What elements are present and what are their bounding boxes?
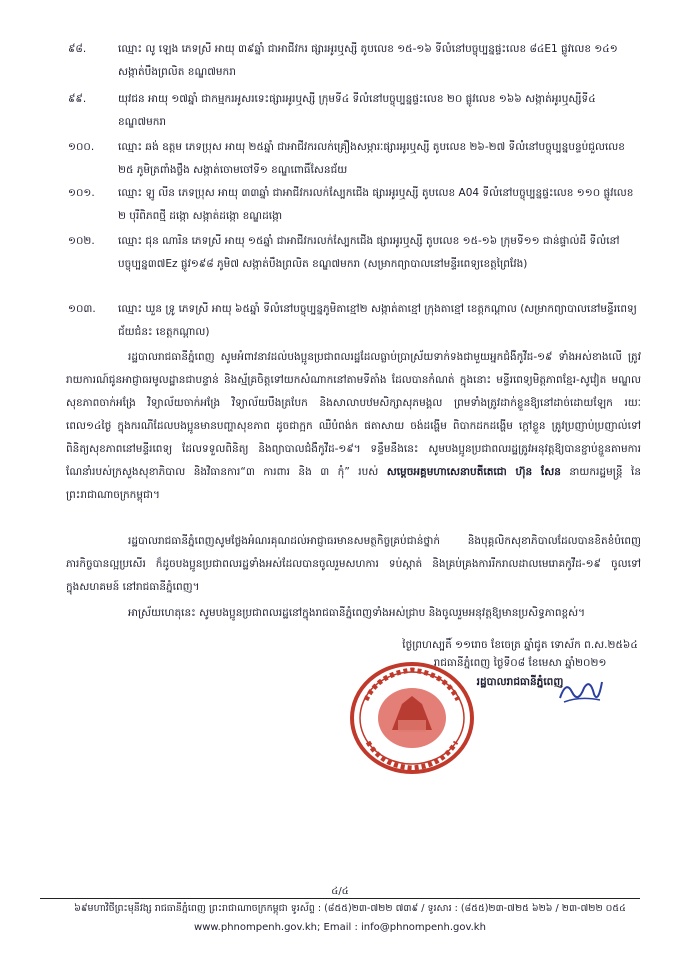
official-seal-icon <box>348 660 476 776</box>
list-item <box>68 298 638 344</box>
footer-divider <box>40 898 640 899</box>
signature-title: រដ្ឋបាលរាជធានីភ្នំពេញ <box>476 676 564 688</box>
entry-text: យុវជន អាយុ ១៧ឆ្នាំ ជាកម្មករអូសរទេះផ្សារអូរឬស្សី ក្រុមទី៤ ទីលំនៅបច្ចុប្បន្នផ្ទះលេខ ២០ ផ្លូវលេខ ១៦៦ សង្កាត់អូរឬស្សីទី៤ ខណ្ឌ៧មករា <box>118 93 596 128</box>
thanks-paragraph: រដ្ឋបាលរាជធានីភ្នំពេញសូមថ្លែងអំណរគុណដល់អាជ្ញាធរមានសមត្ថកិច្ចគ្រប់ជាន់ថ្នាក់ និងបុគ្គលិកសុខាភិបាលដែលបានខិតខំបំពេញភារកិច្ចបានល្អប្រសើរ ក៏ដូចបងប្អូនប្រជាពលរដ្ឋទាំងអស់ដែលបានចូលរួមសហការ ទប់ស្កាត់ និងគ្រប់គ្រងការរីករាលដាលមេរោគកូវីដ-១៩ ចូលទៅក្នុងសហគមន៍ នៅរាជធានីភ្នំពេញ។ <box>66 535 641 593</box>
date-solar: រាជធានីភ្នំពេញ ថ្ងៃទី០៨ ខែមេសា ឆ្នាំ២០២១ <box>433 657 607 669</box>
appeal-connector: របស់ <box>349 466 387 478</box>
entry-text: ឈ្មោះ ឆង់ ឧត្តម ភេទប្រុស អាយុ ២៥ឆ្នាំ ជាអាជីវករលក់គ្រឿងសម្ភារៈផ្សារអូរឬស្សី តូបលេខ ២៦-២៧ ទីលំនៅបច្ចុប្បន្នបន្ទប់ជួលលេខ ២៥ ភូមិត្រពាំងថ្លឹង សង្កាត់ចោមចៅទី១ ខណ្ឌពោធិ៍សែនជ័យ <box>118 141 625 176</box>
prime-minister-name: សម្តេចអគ្គមហាសេនាបតីតេជោ ហ៊ុន សែន <box>386 466 561 478</box>
entry-number: ១០១. <box>68 187 95 199</box>
entry-text: ឈ្មោះ ឡូ លីន ភេទប្រុស អាយុ ៣៣ឆ្នាំ ជាអាជីវករលក់ស្បែកជើង ផ្សារអូរឬស្សី តូបលេខ A04 ទីលំនៅបច្ចុប្បន្នផ្ទះលេខ ១១០ ផ្លូវលេខ ២ បុរីពិភពថ្មី ដង្កោ សង្កាត់ដង្កោ ខណ្ឌដង្កោ <box>118 187 634 222</box>
footer-contact <box>0 922 680 933</box>
appeal-text: រដ្ឋបាលរាជធានីភ្នំពេញ សូមអំពាវនាវដល់បងប្អូនប្រជាពលរដ្ឋដែលធ្លាប់ប្រាស្រ័យទាក់ទងជាមួយអ្នកជំងឺកូវីដ-១៩ ទាំងអស់ខាងលើ ត្រូវរាយការណ៍ជូនអាជ្ញាធរមូលដ្ឋានជាបន្ទាន់ និងស្ម័គ្រចិត្តទៅយកសំណាកនៅតាមទីតាំង ដែលបានកំណត់ ក្នុងនោះ មន្ទីរពេទ្យមិត្តភាពខ្មែរ-សូវៀត មណ្ឌលសុខភាពចាក់អង្រែ វិទ្យាល័យចាក់អង្រែ វិទ្យាល័យបឹងត្របែក និងសាលាបឋមសិក្សាសុភមង្គល ព្រមទាំងត្រូវដាក់ខ្លួនឱ្យនៅដាច់ដោយឡែក រយៈពេល១៤ថ្ងៃ ក្នុងករណីដែលបងប្អូនមានបញ្ហាសុខភាព ដូចជាក្អក ឈឺបំពង់ក ផតាសាយ ចង់ដង្ហើម ពិបាកដកដង្ហើម ក្តៅខ្លួន ត្រូវប្រញាប់ប្រញាល់ទៅពិនិត្យសុខភាពនៅមន្ទីរពេទ្យ ដែលទទួលពិនិត្យ និងព្យាបាលជំងឺកូវីដ-១៩។ ទន្ទឹមនឹងនេះ សូមបងប្អូនប្រជាពលរដ្ឋត្រូវអនុវត្តឱ្យបានខ្ជាប់ខ្ជួនតាមការណែនាំរបស់ក្រសួងសុខាភិបាល និងវិធានការ <box>66 351 641 478</box>
entry-number: ១០០. <box>68 141 95 153</box>
conclusion-paragraph: អាស្រ័យហេតុនេះ សូមបងប្អូនប្រជាពលរដ្ឋនៅក្នុងរាជធានីភ្នំពេញទាំងអស់ជ្រាប និងចូលរួមអនុវត្តឱ្យមានប្រសិទ្ធភាពខ្ពស់។ <box>128 607 586 619</box>
list-item <box>68 136 638 182</box>
email-link[interactable]: info@phnompenh.gov.kh <box>361 922 486 933</box>
entry-number: ៩៩. <box>68 93 87 105</box>
date-lunar: ថ្ងៃព្រហស្បតិ៍ ១១រោច ខែចេត្រ ឆ្នាំជូត ទោស័ក ព.ស.២៥៦៤ <box>402 639 638 651</box>
list-item <box>68 182 638 228</box>
entry-text: ឈ្មោះ ឃួន ទ្រូ ភេទស្រី អាយុ ៦៥ឆ្នាំ ទីលំនៅបច្ចុប្បន្នភូមិតាខ្មៅ២ សង្កាត់តាខ្មៅ ក្រុងតាខ្មៅ ខេត្តកណ្តាល (សម្រាកព្យាបាលនៅមន្ទីរពេទ្យជ័យជំនះ ខេត្តកណ្តាល) <box>118 303 637 338</box>
footer-address: ៦៩មហាវិថីព្រះមុនីវង្ស រាជធានីភ្នំពេញ ព្រះរាជាណាចក្រកម្ពុជា ទូរស័ព្ទ : (៨៥៥)២៣-៧២២ ៧៣៩ / ទូរសារ : (៨៥៥)២៣-៧២៥ ៦២៦ / ២៣-៧២២ ០៥៤ <box>74 903 626 914</box>
entry-text: ឈ្មោះ ជុន ណារិន ភេទស្រី អាយុ ១៥ឆ្នាំ ជាអាជីវករលក់ស្បែកជើង ផ្សារអូរឬស្សី តូបលេខ ១៥-១៦ ក្រុមទី១១ ជាន់ផ្ទាល់ដី ទីលំនៅបច្ចុប្បន្ន៣៧Ez ផ្លូវ១៩៨ ភូមិ៧ សង្កាត់បឹងព្រលិត ខណ្ឌ៧មករា (សម្រាកព្យាបាលនៅមន្ទីរពេទ្យខេត្តព្រៃវែង) <box>118 235 620 270</box>
page-number: ៤/៤ <box>331 886 349 897</box>
list-item <box>68 230 638 276</box>
appeal-ending: នាយករដ្ឋមន្ត្រី នៃព្រះរាជាណាចក្រកម្ពុជា។ <box>66 466 641 501</box>
website-link[interactable]: www.phnompenh.gov.kh <box>194 922 317 933</box>
list-item <box>68 88 638 134</box>
entry-number: ១០៣. <box>68 303 96 315</box>
list-item <box>68 38 638 84</box>
signature-icon <box>556 674 606 708</box>
email-label: ; Email : <box>317 922 362 933</box>
appeal-paragraph <box>66 346 641 507</box>
entry-number: ១០២. <box>68 235 95 247</box>
slogan-text: “៣ ការពារ និង ៣ កុំ” <box>240 466 350 478</box>
entry-text: ឈ្មោះ លូ ឡេង ភេទស្រី អាយុ ៣៩ឆ្នាំ ជាអាជីវករ ផ្សារអូរឬស្សី តូបលេខ ១៥-១៦ ទីលំនៅបច្ចុប្បន្នផ្ទះលេខ ៨៤E1 ផ្លូវលេខ ១៤១ សង្កាត់បឹងព្រលិត ខណ្ឌ៧មករា <box>118 43 618 78</box>
entry-number: ៩៨. <box>68 43 87 55</box>
